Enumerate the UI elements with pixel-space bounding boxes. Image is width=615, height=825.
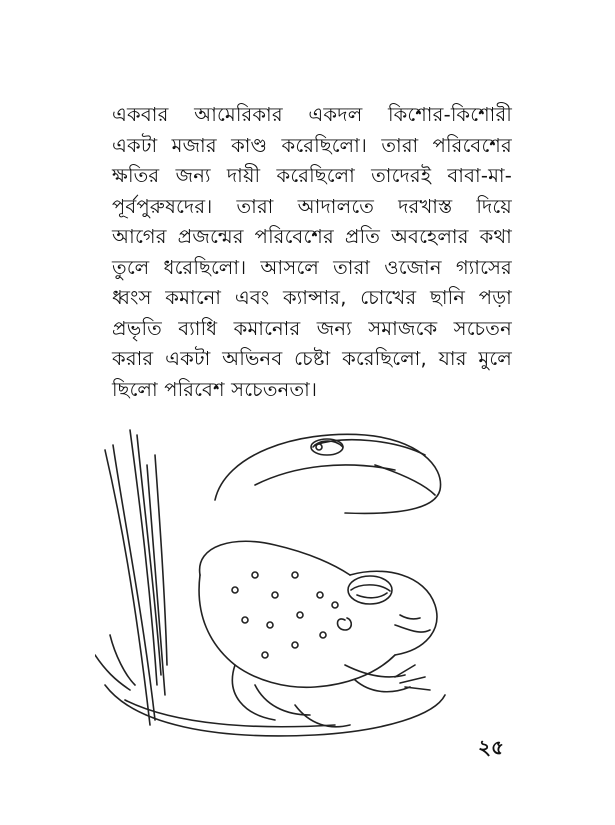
word: আমেরিকার: [194, 103, 283, 126]
word: পরিবেশের: [432, 133, 512, 157]
word: তুলে: [112, 255, 150, 279]
word: অবহেলার: [390, 225, 469, 248]
word: তাদেরই: [371, 164, 432, 187]
frog-on-lily-pad-sketch-icon: [95, 425, 455, 745]
word: করেছিলো,: [342, 347, 427, 370]
word: তারা: [236, 194, 274, 218]
word: পড়া: [478, 286, 512, 309]
text-line: [112, 253, 512, 284]
word: পূর্বপুরুষদের।: [112, 194, 213, 218]
word: ছানি: [430, 286, 466, 309]
word: চোখের: [360, 286, 417, 309]
word: ক্ষতির: [112, 164, 160, 187]
text-line: [112, 283, 512, 314]
word: পরিবেশের: [254, 225, 334, 248]
word: চেষ্টা: [294, 347, 331, 370]
word: মুলে: [478, 347, 512, 370]
word: কমানোর: [233, 316, 301, 340]
word: দরখাস্ত: [398, 194, 453, 218]
word: আগের: [112, 225, 167, 248]
word: কমানো: [165, 286, 222, 309]
word: কাণ্ড: [231, 133, 268, 157]
word: ব্যাধি: [178, 316, 218, 340]
text-line: [112, 192, 512, 223]
word: একটা: [165, 347, 211, 370]
word: ধরেছিলো।: [163, 255, 247, 279]
word: প্রভৃতি: [112, 316, 162, 340]
text-line: [112, 161, 512, 192]
word: প্রজন্মের: [177, 225, 244, 248]
text-line: [112, 222, 512, 253]
word: তারা: [381, 133, 419, 157]
word: কথা: [479, 225, 512, 248]
word: করার: [112, 347, 154, 370]
story-paragraph: [112, 100, 512, 405]
word: দায়ী: [226, 164, 261, 187]
word: ক্যান্সার,: [282, 286, 347, 309]
text-line: [112, 375, 512, 406]
word: একটা: [112, 133, 158, 157]
word: করেছিলো: [276, 164, 355, 187]
word: বাবা-মা-: [447, 164, 512, 187]
word: আদালতে: [297, 194, 375, 218]
word: এবং: [234, 286, 270, 309]
text-line: [112, 314, 512, 345]
page-number: ২৫: [478, 735, 504, 759]
word: সমাজকে: [368, 316, 438, 340]
word: একদল: [308, 103, 363, 126]
word: গ্যাসের: [455, 255, 512, 279]
word: ওজোন: [384, 255, 442, 279]
word: আসলে: [260, 255, 320, 279]
word: করেছিলো।: [281, 133, 368, 157]
word: দিয়ে: [476, 194, 512, 218]
word: ধ্বংস: [112, 286, 152, 309]
word: একবার: [112, 103, 169, 126]
word: ছিলো পরিবেশ সচেতনতা।: [112, 377, 318, 401]
text-line: [112, 344, 512, 375]
text-line: [112, 100, 512, 131]
word: মজার: [171, 133, 217, 157]
word: প্রতি: [344, 225, 381, 248]
word: যার: [438, 347, 467, 370]
word: জন্য: [316, 316, 352, 340]
word: কিশোর-কিশোরী: [388, 103, 512, 126]
word: সচেতন: [453, 316, 512, 340]
text-line: [112, 131, 512, 162]
word: তারা: [333, 255, 371, 279]
word: অভিনব: [222, 347, 283, 370]
word: জন্য: [175, 164, 211, 187]
